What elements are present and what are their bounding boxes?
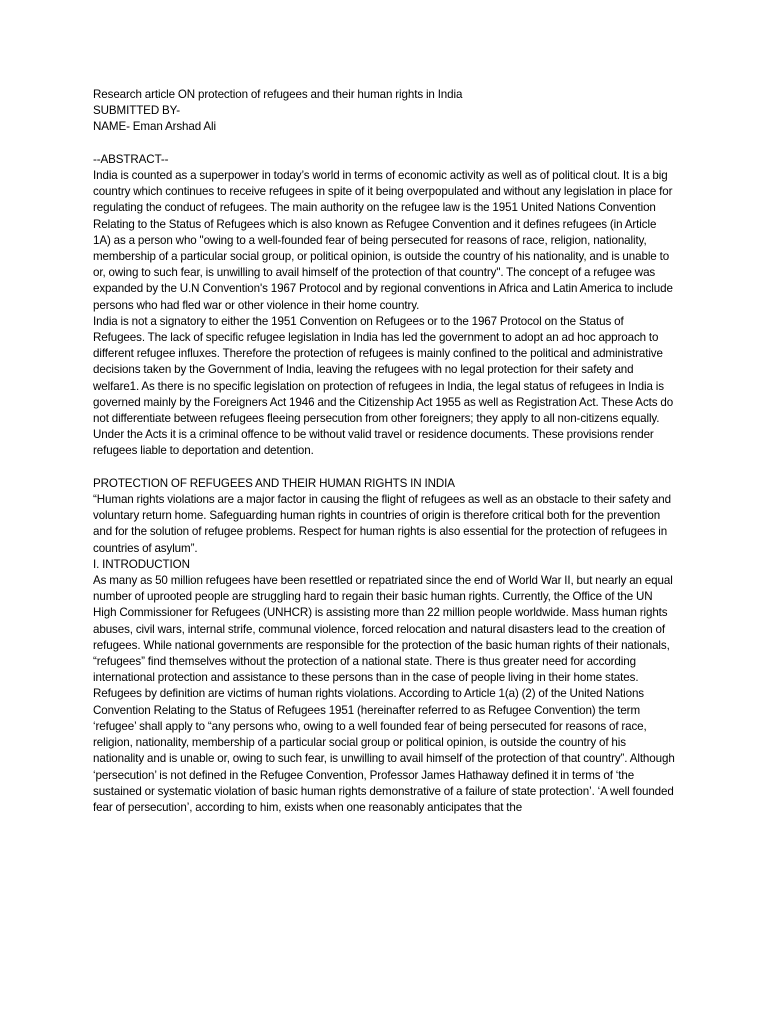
author-name: NAME- Eman Arshad Ali xyxy=(93,120,216,134)
abstract-paragraph-1: India is counted as a superpower in today’s world in terms of economic activity as well as of political clout. It is a big country which continues to receive refugees in spite of it being overpopulated and without any legislation in place for regulating the conduct of refugees. The main authority on the refugee law is the 1951 United Nations Convention Relating to the Status of Refugees which is also known as Refugee Convention and it defines refugees (in Article 1A) as a person who "owing to a well-founded fear of being persecuted for reasons of race, religion, nationality, membership of a particular social group, or political opinion, is outside the country of his nationality, and is unable to or, owing to such fear, is unwilling to avail himself of the protection of that country". The concept of a refugee was expanded by the U.N Convention's 1967 Protocol and by regional conventions in Africa and Latin America to include persons who had fled war or other violence in their home country. xyxy=(93,169,673,312)
submitted-by-label: SUBMITTED BY- xyxy=(93,104,180,118)
document-body xyxy=(93,87,675,816)
section-quote: “Human rights violations are a major factor in causing the flight of refugees as well as an obstacle to their safety and voluntary return home. Safeguarding human rights in countries of origin is therefore critical both for the prevention and for the solution of refugee problems. Respect for human rights is also essential for the protection of refugees in countries of asylum”. xyxy=(93,493,671,555)
abstract-paragraph-2: India is not a signatory to either the 1951 Convention on Refugees or to the 1967 Protocol on the Status of Refugees. The lack of specific refugee legislation in India has led the government to adopt an ad hoc approach to different refugee influxes. Therefore the protection of refugees is mainly confined to the political and administrative decisions taken by the Government of India, leaving the refugees with no legal protection for their safety and welfare1. As there is no specific legislation on protection of refugees in India, the legal status of refugees in India is governed mainly by the Foreigners Act 1946 and the Citizenship Act 1955 as well as Registration Act. These Acts do not differentiate between refugees fleeing persecution from other foreigners; they apply to all non-citizens equally. Under the Acts it is a criminal offence to be without valid travel or residence documents. These provisions render refugees liable to deportation and detention. xyxy=(93,314,674,458)
introduction-paragraph-2: Refugees by definition are victims of human rights violations. According to Article 1(a) (2) of the United Nations Convention Relating to the Status of Refugees 1951 (hereinafter referred to as Refugee Convention) the term ‘refugee’ shall apply to “any persons who, owing to a well founded fear of being persecuted for reasons of race, religion, nationality, membership of a particular social group or political opinion, is outside the country of his nationality and is unable or, owing to such fear, is unwilling to avail himself of the protection of that country”. Although ‘persecution’ is not defined in the Refugee Convention, Professor James Hathaway defined it in terms of ‘the sustained or systematic violation of basic human rights demonstrative of a failure of state protection’. ‘A well founded fear of persecution’, according to him, exists when one reasonably anticipates that the xyxy=(93,687,675,814)
introduction-heading: I. INTRODUCTION xyxy=(93,557,190,571)
document-title: Research article ON protection of refugees and their human rights in India xyxy=(93,88,463,101)
abstract-heading: --ABSTRACT-- xyxy=(93,152,169,166)
blank-line xyxy=(93,136,675,152)
introduction-paragraph-1: As many as 50 million refugees have been resettled or repatriated since the end of World War II, but nearly an equal number of uprooted people are struggling hard to regain their basic human rights. Currently, the Office of the UN High Commissioner for Refugees (UNHCR) is assisting more than 22 million people worldwide. Mass human rights abuses, civil wars, internal strife, communal violence, forced relocation and natural disasters lead to the creation of refugees. While national governments are responsible for the protection of the basic human rights of their nationals, “refugees” find themselves without the protection of a national state. There is thus greater need for according international protection and assistance to these persons than in the case of people living in their home states. xyxy=(93,574,673,685)
blank-line xyxy=(93,460,675,476)
section-heading: PROTECTION OF REFUGEES AND THEIR HUMAN RIGHTS IN INDIA xyxy=(93,476,455,490)
